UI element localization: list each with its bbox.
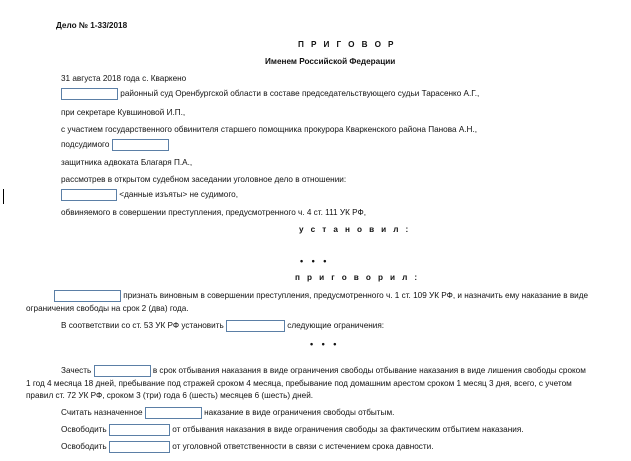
- secretary-line: при секретаре Кувшиновой И.П.,: [61, 108, 186, 117]
- accused-line: обвиняемого в совершении преступления, предусмотренного ч. 4 ст. 111 УК РФ,: [61, 208, 366, 217]
- redacted-name-served: [145, 407, 202, 419]
- served-paragraph: [61, 407, 394, 419]
- court-text: районный суд Оренбургской области в составе председательствующего судьи Тарасенко А.Г.,: [120, 89, 480, 99]
- release2-suffix: от уголовной ответственности в связи с истечением срока давности.: [172, 442, 434, 452]
- article53-paragraph: [61, 320, 384, 332]
- release-paragraph-2: [61, 441, 434, 453]
- credit-paragraph: [61, 365, 586, 377]
- text-cursor: [3, 189, 4, 204]
- redacted-name-release-2: [109, 441, 170, 453]
- redacted-convict-name: [54, 290, 121, 302]
- redacted-defendant-details: [61, 189, 117, 201]
- defendant-paragraph: [61, 139, 169, 151]
- court-paragraph: [61, 88, 479, 100]
- defense-line: защитника адвоката Благаря П.А.,: [61, 158, 193, 167]
- redacted-name-art53: [226, 320, 285, 332]
- release1-suffix: от отбывания наказания в виде ограничения свободы за фактическим отбытием наказания.: [172, 425, 524, 435]
- credit-text-3: правил ст. 72 УК РФ, сроком 3 (три) года 6 (шесть) месяцев 6 (шесть) дней.: [26, 391, 314, 400]
- document-title: П Р И Г О В О Р: [298, 40, 396, 49]
- redacted-defendant-name: [112, 139, 169, 151]
- redacted-name-release-1: [109, 424, 170, 436]
- section-ellipsis-1: • • •: [300, 256, 330, 266]
- defendant-label: подсудимого: [61, 140, 110, 150]
- credit-text-1: в срок отбывания наказания в виде ограничения свободы отбывание наказания в виде лишения свободы сроком: [152, 366, 586, 376]
- article53-prefix: В соответствии со ст. 53 УК РФ установить: [61, 321, 224, 331]
- credit-prefix: Зачесть: [61, 366, 92, 376]
- prosecutor-line: с участием государственного обвинителя старшего помощника прокурора Кваркенского района Панова А.Н.,: [61, 125, 478, 134]
- served-prefix: Считать назначенное: [61, 408, 143, 418]
- article53-suffix: следующие ограничения:: [287, 321, 385, 331]
- case-number: Дело № 1-33/2018: [56, 21, 128, 30]
- section-ellipsis-2: • • •: [310, 339, 340, 349]
- verdict-paragraph: [54, 290, 588, 302]
- credit-text-2: 1 год 4 месяца 18 дней, пребывание под стражей сроком 4 месяца, пребывание под домашним арестом сроком 1 месяц 3 дня, всего, с учетом: [26, 379, 572, 388]
- data-removed-text: <данные изъяты> не судимого,: [119, 190, 238, 200]
- served-suffix: наказание в виде ограничения свободы отбытым.: [204, 408, 395, 418]
- verdict-text-1: признать виновным в совершении преступления, предусмотренного ч. 1 ст. 109 УК РФ, и назначить ему наказание в виде: [123, 291, 589, 301]
- redacted-name-credit: [94, 365, 151, 377]
- established-heading: у с т а н о в и л :: [299, 225, 411, 234]
- sentenced-heading: п р и г о в о р и л :: [295, 273, 420, 282]
- release-paragraph-1: [61, 424, 524, 436]
- hearing-line: рассмотрев в открытом судебном заседании уголовное дело в отношении:: [61, 175, 347, 184]
- document-subtitle: Именем Российской Федерации: [265, 57, 396, 66]
- verdict-text-2: ограничения свободы на срок 2 (два) года.: [26, 304, 189, 313]
- data-removed-paragraph: [61, 189, 238, 201]
- release1-prefix: Освободить: [61, 425, 107, 435]
- date-place: 31 августа 2018 года с. Кваркено: [61, 74, 187, 83]
- release2-prefix: Освободить: [61, 442, 107, 452]
- redacted-court-name: [61, 88, 118, 100]
